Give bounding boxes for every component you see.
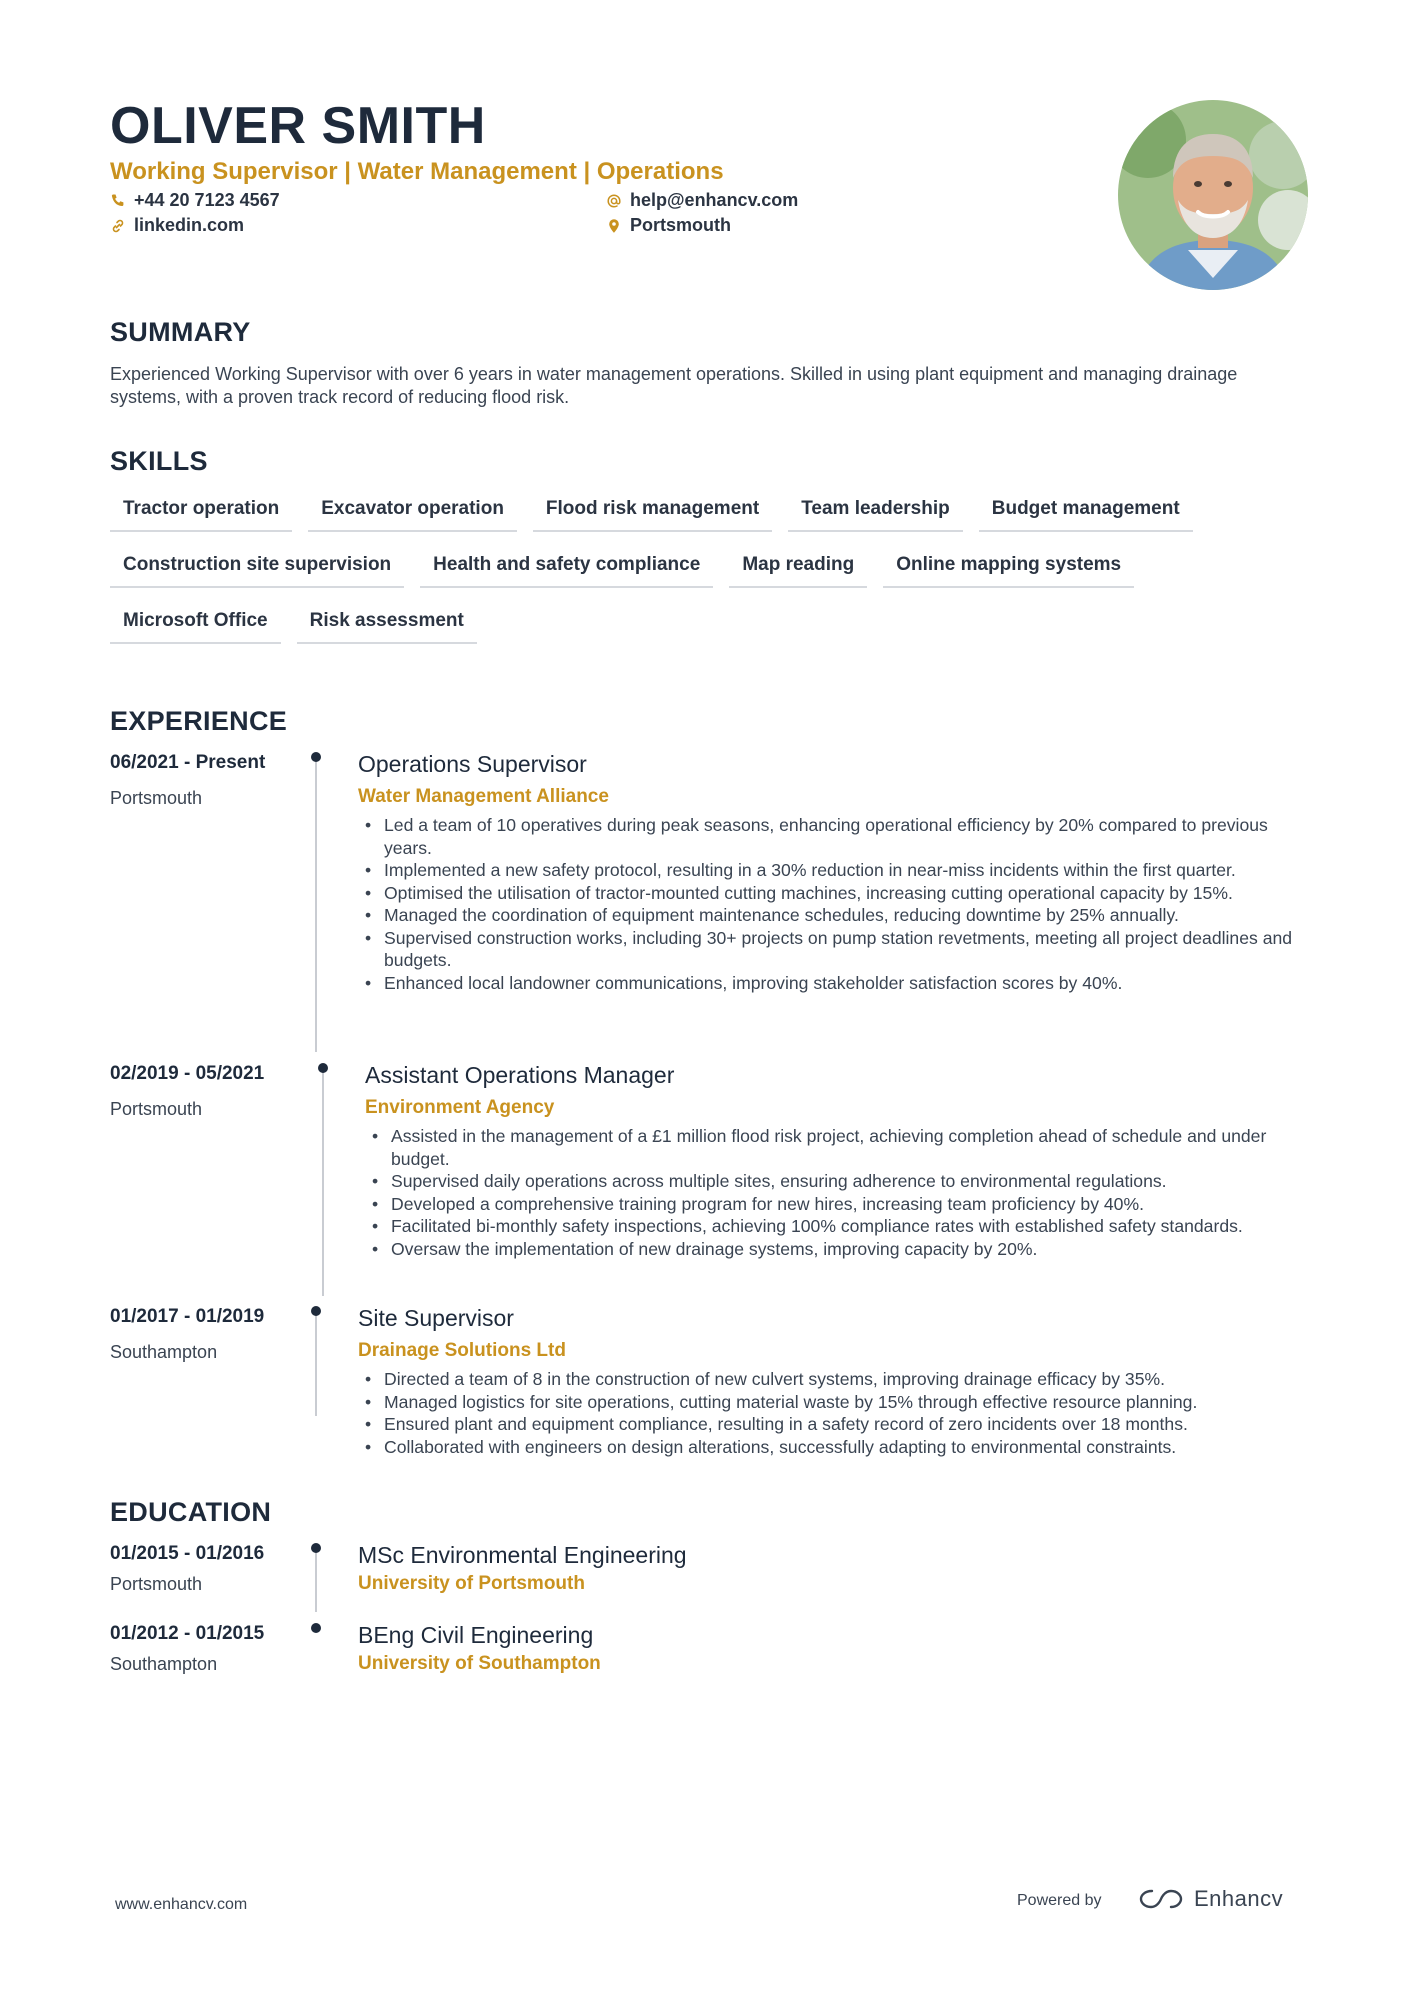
degree-title: MSc Environmental Engineering [358, 1542, 687, 1568]
job-title: Assistant Operations Manager [365, 1062, 675, 1088]
profile-photo [1118, 100, 1308, 290]
achievement-item: • Developed a comprehensive training program for new hires, increasing team proficiency by 40%. [364, 1193, 1304, 1216]
location-text: Portsmouth [630, 215, 731, 235]
headline: Working Supervisor | Water Management | Operations [110, 158, 724, 185]
achievement-item: • Directed a team of 8 in the construction of new culvert systems, improving drainage efficacy by 35%. [357, 1368, 1317, 1391]
footer-website-link[interactable]: www.enhancv.com [115, 1896, 248, 1913]
enhancv-logo-icon [1138, 1887, 1184, 1911]
experience-location: Southampton [110, 1342, 218, 1362]
skills-row [110, 608, 1310, 644]
achievement-item: • Led a team of 10 operatives during peak seasons, enhancing operational efficiency by 20% compared to previous years. [357, 814, 1297, 859]
timeline-dot [311, 1623, 321, 1633]
education-location: Southampton [110, 1654, 218, 1674]
experience-location: Portsmouth [110, 788, 203, 808]
achievement-item: • Managed the coordination of equipment maintenance schedules, reducing downtime by 25% annually. [357, 904, 1297, 927]
experience-heading: EXPERIENCE [110, 706, 288, 736]
portrait-image [1118, 100, 1308, 290]
enhancv-logo[interactable] [1138, 1886, 1283, 1912]
link-icon [110, 218, 126, 234]
company-name: Drainage Solutions Ltd [358, 1340, 566, 1361]
achievement-list [364, 1125, 1304, 1260]
achievement-item: • Ensured plant and equipment compliance, resulting in a safety record of zero incidents over 18 months. [357, 1413, 1317, 1436]
summary-heading: SUMMARY [110, 317, 251, 347]
company-name: Environment Agency [365, 1097, 555, 1118]
education-location: Portsmouth [110, 1574, 203, 1594]
experience-dates: 01/2017 - 01/2019 [110, 1306, 265, 1327]
timeline-dot [311, 752, 321, 762]
phone-icon [110, 193, 126, 209]
school-name: University of Southampton [358, 1653, 601, 1674]
education-heading: EDUCATION [110, 1497, 272, 1527]
email-text: help@enhancv.com [630, 190, 799, 210]
achievement-item: • Implemented a new safety protocol, resulting in a 30% reduction in near-miss incidents within the first quarter. [357, 859, 1297, 882]
skill-tag: Risk assessment [297, 608, 477, 644]
achievement-item: • Managed logistics for site operations, cutting material waste by 15% through effective resource planning. [357, 1391, 1317, 1414]
contact-linkedin[interactable] [110, 215, 244, 236]
skill-tag: Health and safety compliance [420, 552, 713, 588]
skill-tag: Map reading [729, 552, 867, 588]
company-name: Water Management Alliance [358, 786, 609, 807]
achievement-list [357, 1368, 1317, 1458]
linkedin-text: linkedin.com [134, 215, 245, 235]
summary-text: Experienced Working Supervisor with over 6 years in water management operations. Skilled in using plant equipment and managing drainage systems, with a proven track record of reducing flood risk. [110, 364, 1238, 407]
skills-row [110, 552, 1310, 588]
contact-email[interactable] [606, 190, 798, 211]
skills-row [110, 496, 1310, 532]
phone-text: +44 20 7123 4567 [134, 190, 280, 210]
experience-location: Portsmouth [110, 1099, 203, 1119]
job-title: Operations Supervisor [358, 751, 587, 777]
timeline-line [322, 1070, 324, 1296]
achievement-item: • Optimised the utilisation of tractor-mounted cutting machines, increasing cutting operational capacity by 15%. [357, 882, 1297, 905]
location-pin-icon [606, 218, 622, 234]
skill-tag: Excavator operation [308, 496, 517, 532]
skill-tag: Budget management [979, 496, 1193, 532]
education-dates: 01/2012 - 01/2015 [110, 1623, 265, 1644]
achievement-item: • Supervised daily operations across multiple sites, ensuring adherence to environmental regulations. [364, 1170, 1304, 1193]
contact-phone[interactable] [110, 190, 280, 211]
experience-dates: 02/2019 - 05/2021 [110, 1063, 265, 1084]
timeline-line [315, 760, 317, 1052]
skill-tag: Tractor operation [110, 496, 292, 532]
timeline-dot [311, 1306, 321, 1316]
achievement-item: • Oversaw the implementation of new drainage systems, improving capacity by 20%. [364, 1238, 1304, 1261]
timeline-dot [311, 1543, 321, 1553]
skill-tag: Online mapping systems [883, 552, 1134, 588]
achievement-item: • Facilitated bi-monthly safety inspections, achieving 100% compliance rates with established safety standards. [364, 1215, 1304, 1238]
achievement-item: • Collaborated with engineers on design alterations, successfully adapting to environmental constraints. [357, 1436, 1317, 1459]
achievement-item: • Assisted in the management of a £1 million flood risk project, achieving completion ahead of schedule and under budget. [364, 1125, 1304, 1170]
achievement-item: • Supervised construction works, including 30+ projects on pump station revetments, meeting all project deadlines and budgets. [357, 927, 1297, 972]
education-dates: 01/2015 - 01/2016 [110, 1543, 265, 1564]
degree-title: BEng Civil Engineering [358, 1622, 594, 1648]
powered-by-label: Powered by [1017, 1892, 1102, 1909]
skill-tag: Team leadership [788, 496, 963, 532]
school-name: University of Portsmouth [358, 1573, 585, 1594]
achievement-list [357, 814, 1297, 994]
achievement-item: • Enhanced local landowner communications, improving stakeholder satisfaction scores by 40%. [357, 972, 1297, 995]
at-icon [606, 193, 622, 209]
timeline-line [315, 1550, 317, 1612]
contact-location [606, 215, 731, 236]
skill-tag: Microsoft Office [110, 608, 281, 644]
timeline-dot [318, 1063, 328, 1073]
timeline-line [315, 1312, 317, 1416]
skill-tag: Construction site supervision [110, 552, 404, 588]
skills-heading: SKILLS [110, 446, 208, 476]
brand-text: Enhancv [1194, 1886, 1284, 1911]
skills-list [110, 496, 1310, 664]
job-title: Site Supervisor [358, 1305, 514, 1331]
experience-dates: 06/2021 - Present [110, 752, 266, 773]
skill-tag: Flood risk management [533, 496, 772, 532]
candidate-name: OLIVER SMITH [110, 97, 486, 155]
